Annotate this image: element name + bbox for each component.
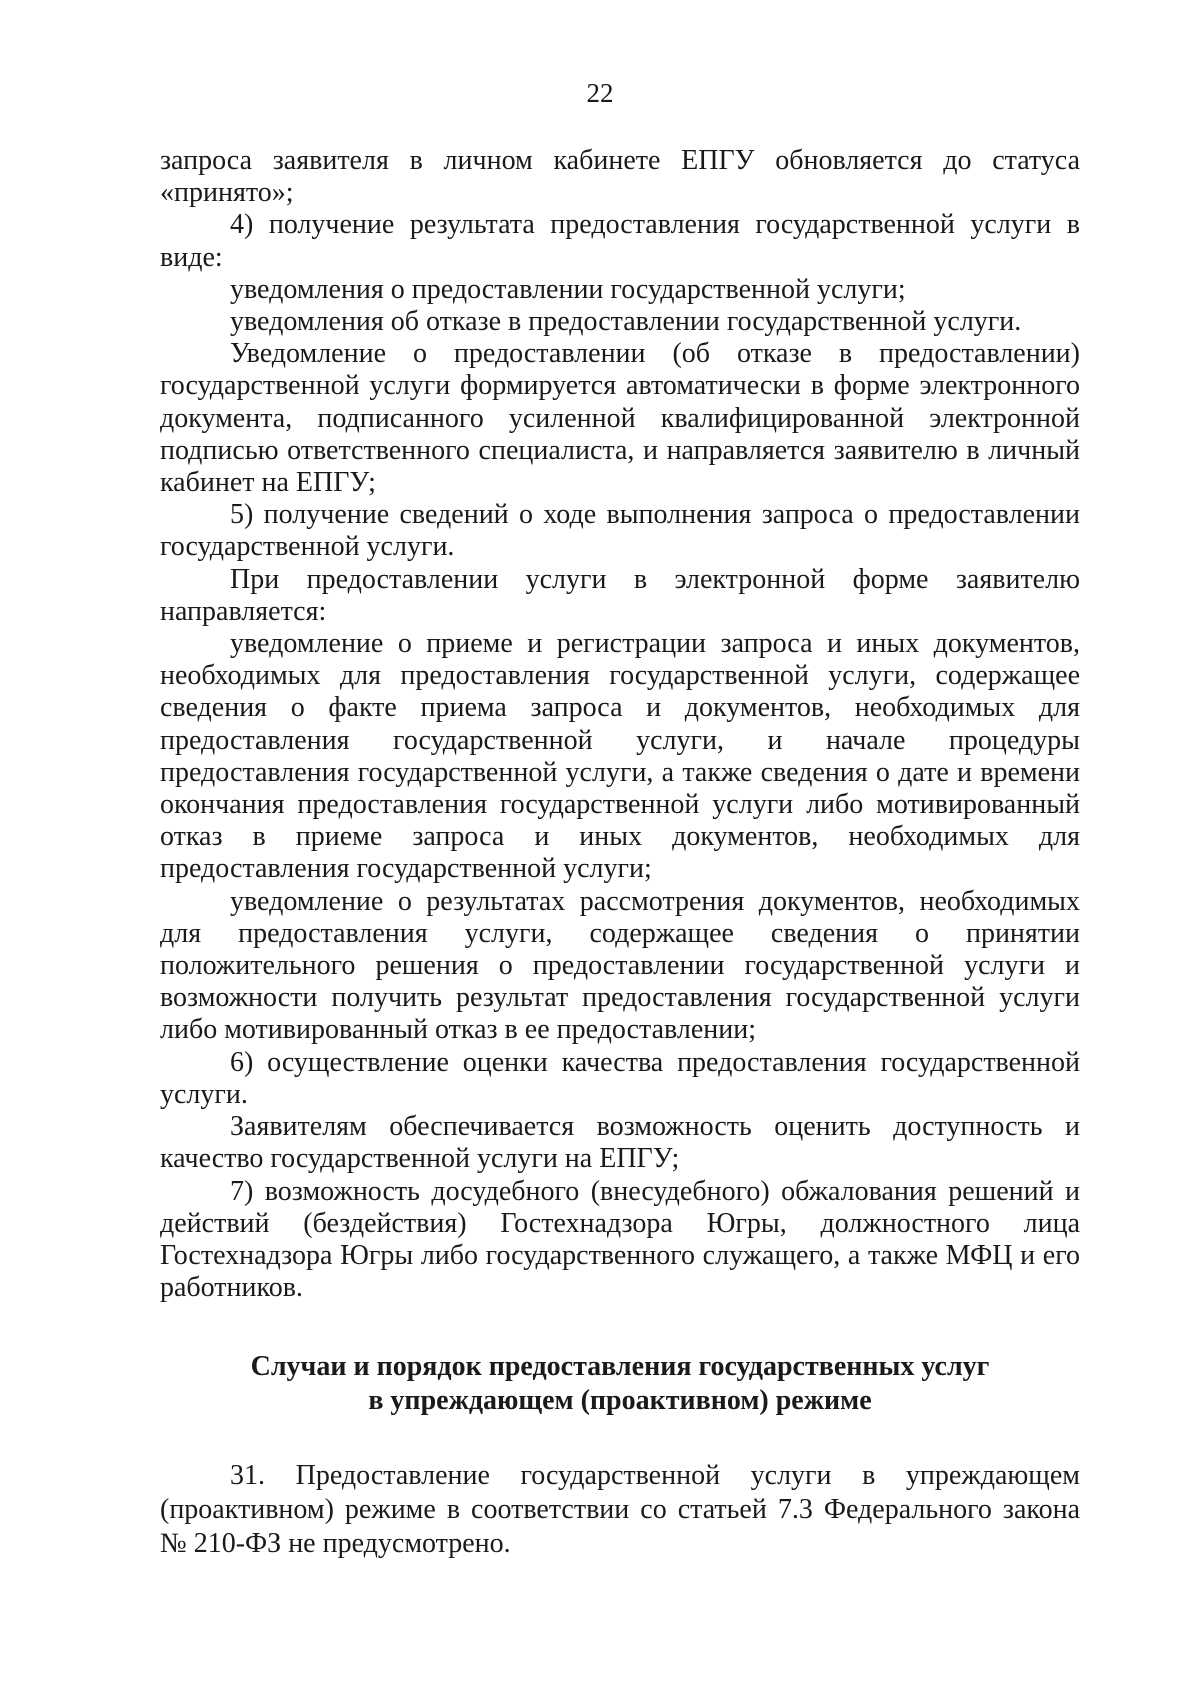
section-heading-line-2: в упреждающем (проактивном) режиме (368, 1385, 872, 1416)
paragraph-item-7: 7) возможность досудебного (внесудебного) обжалования решений и действий (бездействия) Гостехнадзора Югры, должностного лица Гостехнадзора Югры либо государственного служащего, а также МФЦ и его работников. (160, 1175, 1080, 1304)
paragraph-continuation: запроса заявителя в личном кабинете ЕПГУ обновляется до статуса «принято»; (160, 145, 1080, 209)
section-heading-line-1: Случаи и порядок предоставления государственных услуг (250, 1351, 990, 1382)
paragraph-notification-refused: уведомления об отказе в предоставлении государственной услуги. (230, 306, 1022, 338)
paragraph-item-4: 4) получение результата предоставления государственной услуги в виде: (160, 209, 1080, 273)
paragraph-results-notice: уведомление о результатах рассмотрения документов, необходимых для предоставления услуги, содержащее сведения о принятии положительного решения о предоставлении государственной услуги и возможности получить результат предоставления государственной услуги либо мотивированный отказ в ее предоставлении; (160, 885, 1080, 1046)
section-heading (160, 1350, 1080, 1418)
paragraph-item-5: 5) получение сведений о ходе выполнения запроса о предоставлении государственной услуги. (160, 499, 1080, 563)
page-number: 22 (586, 78, 614, 108)
paragraph-notification-formed: Уведомление о предоставлении (об отказе в предоставлении) государственной услуги формируется автоматически в форме электронного документа, подписанного усиленной квалифицированной электронной подписью ответственного специалиста, и направляется заявителю в личный кабинет на ЕПГУ; (160, 338, 1080, 499)
paragraph-electronic-form: При предоставлении услуги в электронной форме заявителю направляется: (160, 563, 1080, 627)
closing-text (160, 1459, 1080, 1561)
paragraph-item-6: 6) осуществление оценки качества предоставления государственной услуги. (160, 1046, 1080, 1110)
document-body (160, 145, 1080, 1304)
paragraph-item-31: 31. Предоставление государственной услуги в упреждающем (проактивном) режиме в соответствии со статьей 7.3 Федерального закона № 210-ФЗ не предусмотрено. (160, 1460, 1080, 1559)
paragraph-receipt-notice: уведомление о приеме и регистрации запроса и иных документов, необходимых для предоставления государственной услуги, содержащее сведения о факте приема запроса и документов, необходимых для предоставления государственной услуги, и начале процедуры предоставления государственной услуги, а также сведения о дате и времени окончания предоставления государственной услуги либо мотивированный отказ в приеме запроса и иных документов, необходимых для предоставления государственной услуги; (160, 628, 1080, 885)
paragraph-quality-rating: Заявителям обеспечивается возможность оценить доступность и качество государственной услуги на ЕПГУ; (160, 1111, 1080, 1175)
paragraph-notification-granted: уведомления о предоставлении государственной услуги; (230, 273, 906, 305)
